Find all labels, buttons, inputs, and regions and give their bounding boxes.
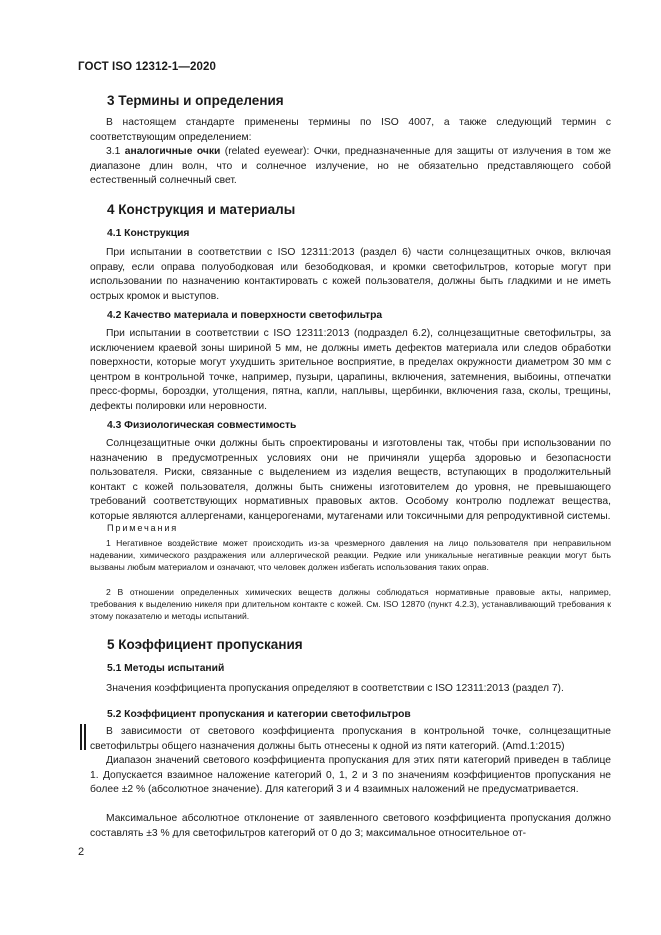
section-3-intro: В настоящем стандарте применены термины по ISO 4007, а также следующий термин с соответствующим определением: <box>90 117 611 143</box>
page-number: 2 <box>78 846 85 858</box>
section-5-title: 5 Коэффициент пропускания <box>107 637 303 652</box>
term-definition: (related eyewear): Очки, предназначенные для защиты от излучения в том же диапазоне длин волн, что и солнечное излучение, но не обязательно представляющего собой естественный солнечный свет. <box>90 146 611 186</box>
subsection-5-2-title: 5.2 Коэффициент пропускания и категории светофильтров <box>107 709 411 720</box>
amendment-bar <box>80 724 82 750</box>
section-4-title: 4 Конструкция и материалы <box>107 202 296 217</box>
subsection-5-1-title: 5.1 Методы испытаний <box>107 663 225 674</box>
subsection-5-2-para-1: В зависимости от светового коэффициента пропускания в контрольной точке, солнцезащитные светофильтры общего назначения должны быть отнесены к одной из пяти категорий. (Amd.1:2015) <box>90 726 611 752</box>
subsection-5-2-para-3: Максимальное абсолютное отклонение от заявленного светового коэффициента пропускания должно составлять ±3 % для светофильтров категорий от 0 до 3; максимальное относительное от- <box>90 813 611 839</box>
amendment-bar-2 <box>84 724 86 750</box>
subsection-4-2-title: 4.2 Качество материала и поверхности светофильтра <box>107 310 383 321</box>
document-header: ГОСТ ISO 12312-1—2020 <box>78 61 216 73</box>
subsection-5-1-text: Значения коэффициента пропускания определяют в соответствии с ISO 12311:2013 (раздел 7). <box>106 683 564 694</box>
term-number: 3.1 <box>106 146 125 157</box>
subsection-4-3-text: Солнцезащитные очки должны быть спроектированы и изготовлены так, чтобы при использовании по назначению в предусмотренных условиях они не причиняли ущерба здоровью и безопасности пользователя. Риски, связанные с выделением из изделия веществ, вступающих в продолжительный контакт с кожей пользователя, должны быть снижены изготовителем до уровня, не превышающего требований соответствующих нормативных правовых актов. Особому контролю подлежат вещества, которые являются аллергенами, канцерогенами, мутагенами или токсичными для репродуктивной системы. <box>90 438 611 522</box>
subsection-5-2-para-2: Диапазон значений светового коэффициента пропускания для этих пяти категорий приведен в таблице 1. Допускается взаимное наложение категорий 0, 1, 2 и 3 по значениям коэффициентов пропускания не более ±2 % (абсолютное значение). Для категорий 3 и 4 взаимных наложений не предусматривается. <box>90 755 611 795</box>
subsection-4-1-title: 4.1 Конструкция <box>107 228 190 239</box>
subsection-4-1-text: При испытании в соответствии с ISO 12311:2013 (раздел 6) части солнцезащитных очков, включая оправу, если оправа полуободковая или безободковая, и кромки светофильтров, которые могут при использовании по назначению контактировать с кожей пользователя, должны быть гладкими и не иметь острых кромок и выступов. <box>90 247 611 302</box>
subsection-4-2-text: При испытании в соответствии с ISO 12311:2013 (подраздел 6.2), солнцезащитные светофильтры, за исключением краевой зоны шириной 5 мм, не должны иметь дефектов материала или следов обработки поверхности, которые могут ухудшить зрительное восприятие, в пределах окружности диаметром 30 мм с центром в контрольной точке, например, пузыри, царапины, включения, затемнения, выбоины, отпечатки пресс-формы, бороздки, утолщения, пятна, капли, наплывы, щербинки, включения газа, сколы, трещины, дефекты полировки или неровности. <box>90 328 611 412</box>
note-2: 2 В отношении определенных химических веществ должны соблюдаться нормативные правовые акты, например, требования к выделению никеля при длительном контакте с кожей. См. ISO 12870 (пункт 4.2.3), устанавливающий требования к этому показателю и методы испытаний. <box>90 587 611 621</box>
term-3-1 <box>90 145 611 189</box>
subsection-4-3-title: 4.3 Физиологическая совместимость <box>107 420 297 431</box>
term-name: аналогичные очки <box>124 146 221 157</box>
notes-heading: Примечания <box>107 523 179 533</box>
section-3-title: 3 Термины и определения <box>107 93 284 108</box>
note-1: 1 Негативное воздействие может происходить из-за чрезмерного давления на лицо пользователя при неправильном надевании, химического раздражения или аллергической реакции. Редкие или уникальные негативные реакции могут быть вызваны любым материалом и означают, что человек должен избегать использования таких оправ. <box>90 538 611 572</box>
